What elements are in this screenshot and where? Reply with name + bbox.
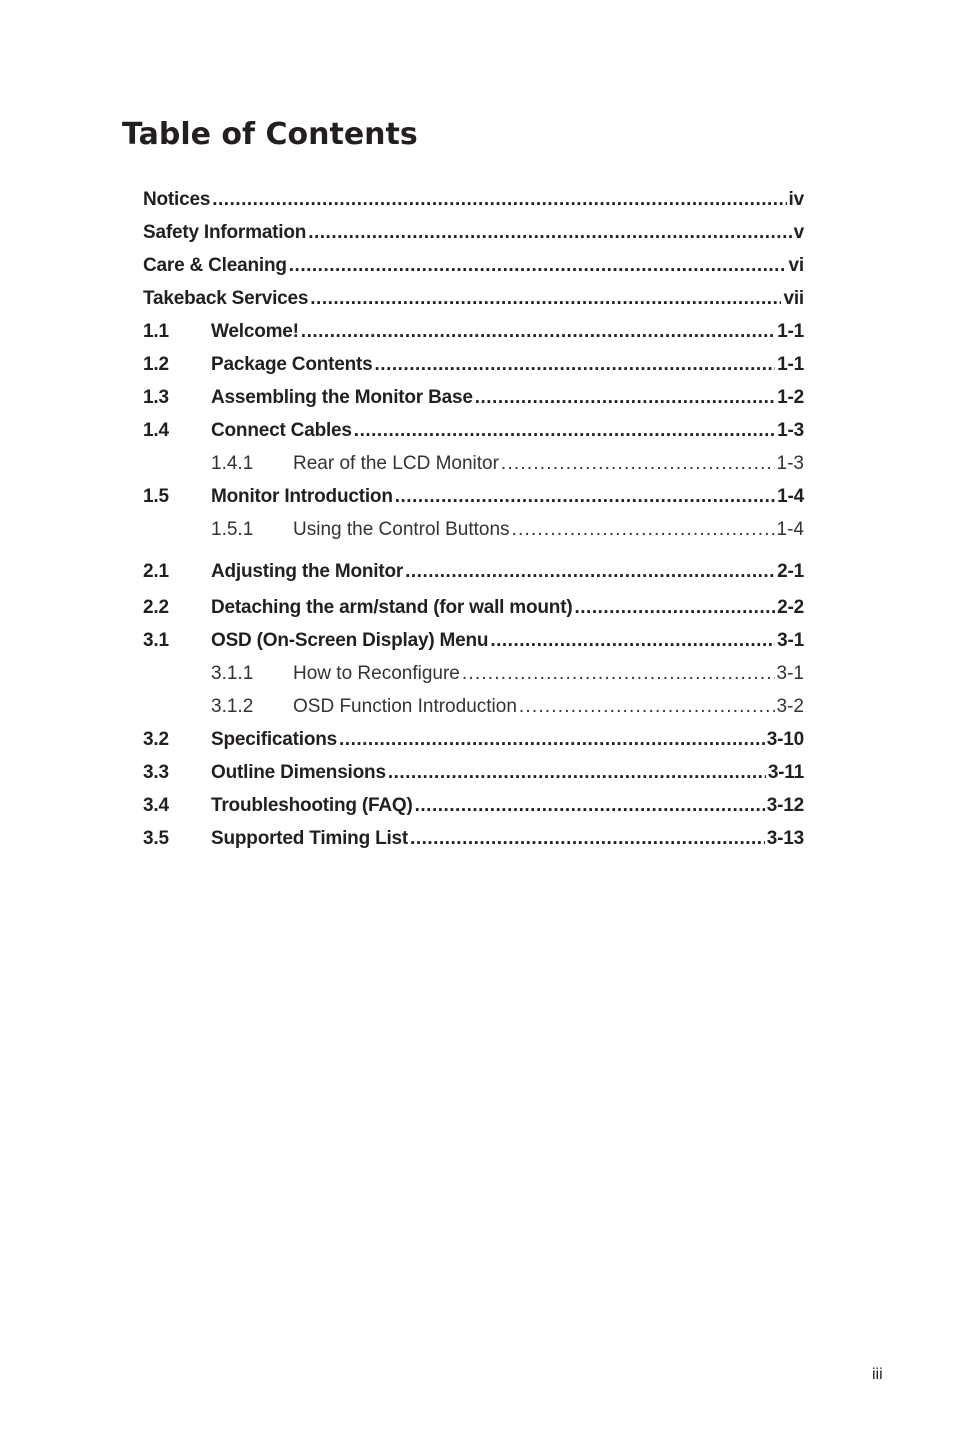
toc-entry-page: 1-3 xyxy=(777,420,804,441)
toc-entry-page: 3-13 xyxy=(766,828,804,849)
page-title: Table of Contents xyxy=(122,117,418,152)
toc-entry[interactable] xyxy=(143,759,804,792)
toc-entry-label: Assembling the Monitor Base xyxy=(211,387,473,408)
dot-leader xyxy=(354,418,775,444)
toc-entry-number: 1.5.1 xyxy=(211,519,254,540)
toc-entry-label: OSD Function Introduction xyxy=(293,696,517,717)
toc-entry[interactable] xyxy=(143,594,804,627)
toc-entry-page: 1-1 xyxy=(777,354,804,375)
dot-leader xyxy=(490,628,775,654)
toc-entry-page: 2-1 xyxy=(777,561,804,582)
dot-leader xyxy=(410,826,765,852)
dot-leader xyxy=(308,220,791,246)
toc-entry-label: Adjusting the Monitor xyxy=(211,561,404,582)
toc-entry-number: 3.1 xyxy=(143,630,169,651)
toc-entry-label: Safety Information xyxy=(143,222,307,243)
dot-leader xyxy=(519,694,775,720)
dot-leader xyxy=(395,484,775,510)
toc-entry-number: 1.2 xyxy=(143,354,169,375)
toc-subentry[interactable] xyxy=(143,450,804,483)
toc-entry-label: Troubleshooting (FAQ) xyxy=(211,795,413,816)
toc-entry-page: 3-1 xyxy=(777,630,804,651)
toc-entry-label: Takeback Services xyxy=(143,288,309,309)
toc-entry-number: 1.5 xyxy=(143,486,169,507)
dot-leader xyxy=(212,187,786,213)
dot-leader xyxy=(512,517,775,543)
toc-entry-number: 3.2 xyxy=(143,729,169,750)
dot-leader xyxy=(405,559,775,585)
dot-leader xyxy=(501,451,775,477)
toc-entry-label: Supported Timing List xyxy=(211,828,409,849)
toc-entry[interactable] xyxy=(143,285,804,318)
toc-entry[interactable] xyxy=(143,417,804,450)
dot-leader xyxy=(415,793,765,819)
toc-entry-page: 3-10 xyxy=(766,729,804,750)
toc-subentry[interactable] xyxy=(143,693,804,726)
toc-entry-label: Notices xyxy=(143,189,211,210)
toc-entry-number: 3.1.1 xyxy=(211,663,254,684)
toc-entry-page: v xyxy=(793,222,804,243)
toc-entry[interactable] xyxy=(143,318,804,351)
dot-leader xyxy=(289,253,787,279)
toc-entry-number: 3.5 xyxy=(143,828,169,849)
toc-entry[interactable] xyxy=(143,252,804,285)
toc-entry-page: 1-2 xyxy=(777,387,804,408)
dot-leader xyxy=(339,727,765,753)
toc-entry[interactable] xyxy=(143,219,804,252)
toc-entry[interactable] xyxy=(143,186,804,219)
toc-entry[interactable] xyxy=(143,627,804,660)
dot-leader xyxy=(574,595,775,621)
toc-entry-label: Welcome! xyxy=(211,321,299,342)
toc-entry-page: iv xyxy=(788,189,804,210)
toc-entry-label: Care & Cleaning xyxy=(143,255,287,276)
toc-entry-number: 1.3 xyxy=(143,387,169,408)
toc-entry-label: OSD (On-Screen Display) Menu xyxy=(211,630,489,651)
toc-subentry[interactable] xyxy=(143,660,804,693)
page-number: iii xyxy=(872,1366,883,1383)
dot-leader xyxy=(375,352,776,378)
toc-entry-page: 3-2 xyxy=(776,696,804,717)
toc-entry-number: 3.1.2 xyxy=(211,696,254,717)
toc-entry-number: 1.4 xyxy=(143,420,169,441)
dot-leader xyxy=(388,760,766,786)
toc-entry-number: 3.4 xyxy=(143,795,169,816)
toc-entry-label: Monitor Introduction xyxy=(211,486,393,507)
toc-entry[interactable] xyxy=(143,792,804,825)
toc-entry[interactable] xyxy=(143,825,804,858)
table-of-contents xyxy=(143,186,804,858)
toc-entry-number: 3.3 xyxy=(143,762,169,783)
toc-entry-page: 1-4 xyxy=(776,519,804,540)
toc-entry-label: Outline Dimensions xyxy=(211,762,386,783)
toc-entry-number: 1.1 xyxy=(143,321,169,342)
toc-entry-label: Connect Cables xyxy=(211,420,352,441)
toc-entry[interactable] xyxy=(143,483,804,516)
dot-leader xyxy=(462,661,775,687)
toc-entry-number: 2.2 xyxy=(143,597,169,618)
toc-entry-page: 1-1 xyxy=(777,321,804,342)
toc-entry-page: vii xyxy=(783,288,804,309)
toc-entry-page: 2-2 xyxy=(777,597,804,618)
toc-entry-page: 3-1 xyxy=(776,663,804,684)
toc-subentry[interactable] xyxy=(143,516,804,549)
toc-entry[interactable] xyxy=(143,726,804,759)
toc-entry-page: 1-4 xyxy=(777,486,804,507)
toc-entry-page: 3-11 xyxy=(767,762,804,783)
toc-entry-label: Rear of the LCD Monitor xyxy=(293,453,499,474)
dot-leader xyxy=(310,286,781,312)
dot-leader xyxy=(475,385,775,411)
toc-entry-page: 1-3 xyxy=(776,453,804,474)
toc-entry-page: vi xyxy=(788,255,804,276)
toc-entry-number: 2.1 xyxy=(143,561,169,582)
toc-entry[interactable] xyxy=(143,558,804,591)
toc-entry-label: Specifications xyxy=(211,729,338,750)
dot-leader xyxy=(301,319,775,345)
toc-entry-label: Package Contents xyxy=(211,354,373,375)
toc-entry[interactable] xyxy=(143,351,804,384)
toc-entry-label: Detaching the arm/stand (for wall mount) xyxy=(211,597,573,618)
toc-entry-number: 1.4.1 xyxy=(211,453,254,474)
toc-entry[interactable] xyxy=(143,384,804,417)
toc-entry-label: How to Reconfigure xyxy=(293,663,460,684)
toc-entry-page: 3-12 xyxy=(766,795,804,816)
toc-entry-label: Using the Control Buttons xyxy=(293,519,510,540)
